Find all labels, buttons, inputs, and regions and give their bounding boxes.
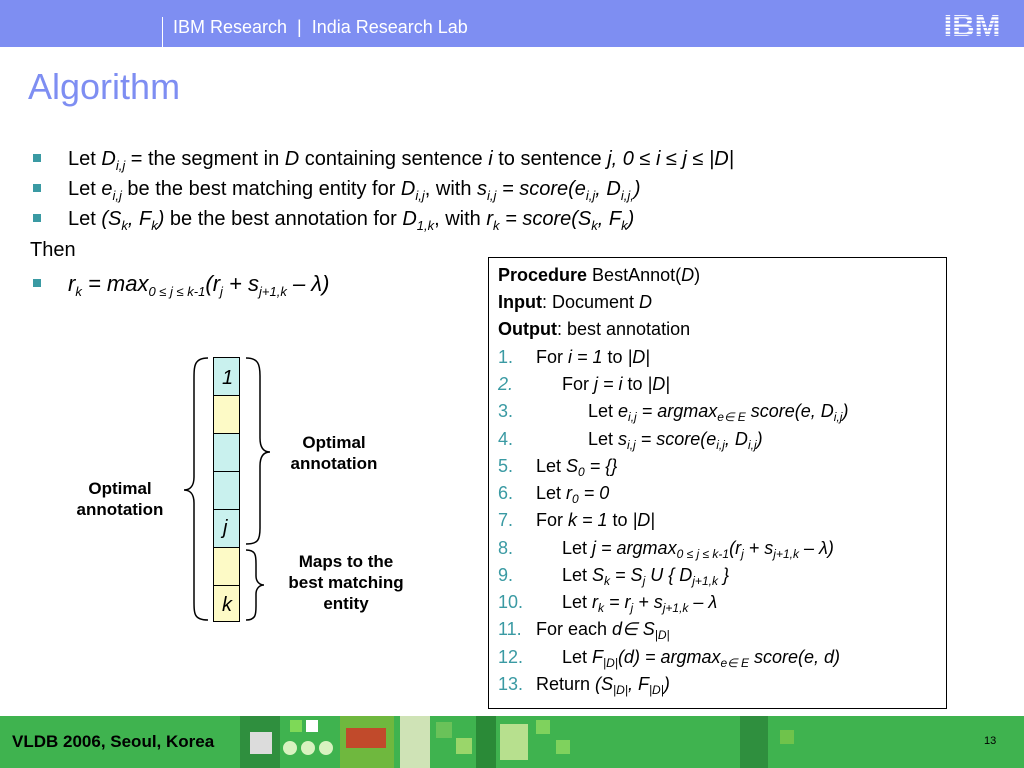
step-number: 6. — [498, 483, 514, 503]
step-number: 5. — [498, 456, 514, 476]
footer-conference-label: VLDB 2006, Seoul, Korea — [12, 732, 215, 751]
step-number: 4. — [498, 429, 514, 449]
right-brace-top-icon — [246, 358, 270, 544]
step-3: Let $e_{i,j} = argmax_{e\in E}$ score(e, $D_{i,j}$) — [588, 401, 849, 424]
ibm-logo-icon — [936, 10, 1008, 39]
step-number: 12. — [498, 647, 524, 667]
cell-label-k: k — [222, 594, 232, 616]
step-13: Return ($S_{|D|}$, $F_{|D|}$) — [536, 674, 670, 697]
then-label: Then — [30, 239, 76, 261]
step-5: Let $S_0$ = {} — [536, 456, 618, 479]
bullet-marker — [33, 214, 41, 222]
ibm-logo-text: IBM — [943, 10, 1001, 39]
step-8: Let $j = argmax_{0 \le j \le k-1}(r_j + s_{j+1,k} - \lambda)$ — [562, 538, 834, 561]
right-bottom-brace-label: Maps to the best matching entity — [288, 552, 404, 613]
cell-label-1: 1 — [222, 367, 234, 389]
left-brace-icon — [184, 358, 208, 620]
step-number: 13. — [498, 674, 524, 694]
bullet-1: Let $D_{i,j}$ = the segment in D containing sentence i to sentence j, 0 ≤ i ≤ j ≤ |D| — [68, 148, 734, 173]
step-11: For each d∈ $S_{|D|}$ — [536, 619, 670, 642]
bullet-marker — [33, 154, 41, 162]
bullet-4-formula: $r_k = \max_{0 \le j \le k-1}(r_j + s_{j+1,k} - \lambda)$ — [68, 271, 330, 299]
step-6: Let $r_0 = 0$ — [536, 483, 610, 506]
step-9: Let $S_k = S_j$ U { $D_{j+1,k}$ } — [562, 565, 729, 588]
step-2: For j = i to |D| — [562, 374, 670, 394]
step-number: 8. — [498, 538, 514, 558]
step-number: 11. — [498, 619, 522, 639]
diagram-braces — [180, 352, 280, 627]
bullet-marker — [33, 279, 41, 287]
step-1: For i = 1 to |D| — [536, 347, 650, 367]
right-brace-bottom-icon — [246, 550, 264, 620]
procedure-line-header: Procedure BestAnnot(D) — [498, 265, 701, 285]
step-number: 10. — [498, 592, 524, 612]
procedure-line-input: Input: Document D — [498, 292, 653, 312]
cell-label-j: j — [223, 517, 228, 539]
step-number: 1. — [498, 347, 514, 367]
bullet-3: Let ($S_k$, $F_k$) be the best annotation for $D_{1,k}$, with $r_k$ = $score(S_k$, $F_k$) — [68, 208, 635, 233]
slide-title: Algorithm — [28, 66, 181, 107]
bullet-marker — [33, 184, 41, 192]
right-top-brace-label: Optimal annotation — [290, 433, 378, 473]
step-number: 9. — [498, 565, 514, 585]
step-number: 7. — [498, 510, 514, 530]
step-number: 2. — [498, 374, 514, 394]
header-divider — [162, 17, 163, 47]
step-10: Let $r_k = r_j + s_{j+1,k} - \lambda$ — [562, 592, 718, 615]
step-12: Let $F_{|D|}(d) = argmax_{e\in E}$ score(e, d) — [562, 647, 840, 670]
step-7: For k = 1 to |D| — [536, 510, 655, 530]
header-title: IBM Research | India Research Lab — [173, 17, 468, 37]
left-brace-label: Optimal annotation — [76, 479, 164, 519]
slide-header-bar — [0, 0, 1024, 47]
page-number: 13 — [984, 735, 997, 747]
step-number: 3. — [498, 401, 514, 421]
step-4: Let $s_{i,j}$ = $score(e_{i,j}$, $D_{i,j}$) — [588, 429, 763, 452]
bullet-2: Let $e_{i,j}$ be the best matching entity for $D_{i,j}$, with $s_{i,j}$ = $score(e_{i,j}$, $D_{i,j,}$) — [68, 178, 641, 203]
procedure-line-output: Output: best annotation — [498, 319, 691, 339]
